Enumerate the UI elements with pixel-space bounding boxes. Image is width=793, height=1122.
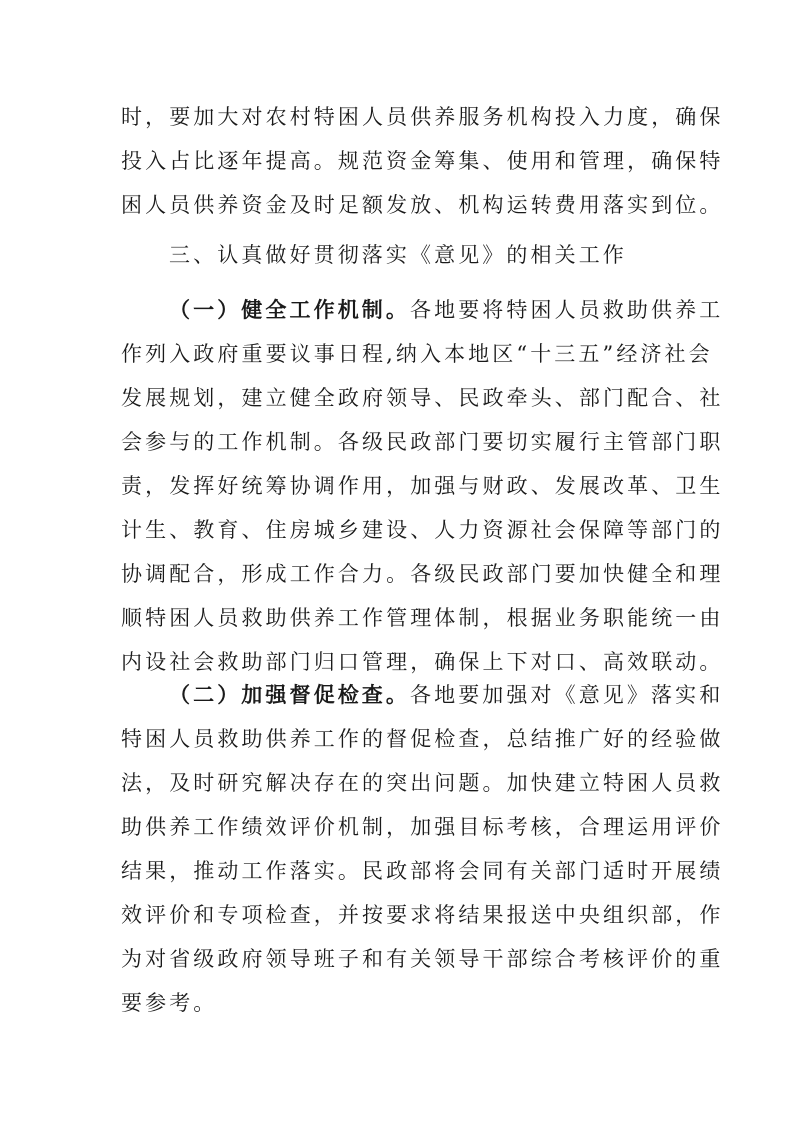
- paragraph-2-line-6: 效评价和专项检查，并按要求将结果报送中央组织部，作: [121, 903, 724, 927]
- paragraph-1-line-7: 协调配合，形成工作合力。各级民政部门要加快健全和理: [121, 562, 724, 586]
- paragraph-1-line-6: 计生、教育、住房城乡建设、人力资源社会保障等部门的: [121, 518, 724, 542]
- section-heading: 三、认真做好贯彻落实《意见》的相关工作: [169, 243, 627, 267]
- paragraph-1-line-5: 责，发挥好统筹协调作用，加强与财政、发展改革、卫生: [121, 474, 724, 498]
- paragraph-2-line-2: 特困人员救助供养工作的督促检查，总结推广好的经验做: [121, 727, 724, 751]
- paragraph-2: [121, 673, 724, 1025]
- paragraph-1-line-8: 顺特困人员救助供养工作管理体制，根据业务职能统一由: [121, 606, 724, 630]
- intro-line-1: 时，要加大对农村特困人员供养服务机构投入力度，确保: [121, 105, 724, 129]
- paragraph-2-line-5: 结果，推动工作落实。民政部将会同有关部门适时开展绩: [121, 859, 724, 883]
- paragraph-2-line-7: 为对省级政府领导班子和有关领导干部综合考核评价的重: [121, 947, 724, 971]
- paragraph-1-line-2: 作列入政府重要议事日程,纳入本地区“十三五”经济社会: [121, 342, 713, 366]
- intro-line-2: 投入占比逐年提高。规范资金筹集、使用和管理，确保特: [121, 149, 724, 173]
- intro-paragraph: [121, 95, 724, 227]
- paragraph-2-heading: （二）加强督促检查。: [169, 682, 410, 707]
- paragraph-1-first-line: 各地要将特困人员救助供养工: [410, 298, 724, 322]
- paragraph-1-line-3: 发展规划，建立健全政府领导、民政牵头、部门配合、社: [121, 386, 724, 410]
- intro-line-3: 困人员供养资金及时足额发放、机构运转费用落实到位。: [121, 193, 724, 217]
- paragraph-2-first-line: 各地要加强对《意见》落实和: [410, 683, 724, 707]
- paragraph-2-line-3: 法，及时研究解决存在的突出问题。加快建立特困人员救: [121, 771, 724, 795]
- paragraph-1-line-9: 内设社会救助部门归口管理，确保上下对口、高效联动。: [121, 650, 724, 674]
- paragraph-1-heading: （一）健全工作机制。: [169, 297, 410, 322]
- paragraph-2-line-4: 助供养工作绩效评价机制，加强目标考核，合理运用评价: [121, 815, 724, 839]
- paragraph-1: [121, 288, 724, 684]
- paragraph-2-line-8: 要参考。: [121, 991, 218, 1015]
- section-heading-block: [121, 233, 671, 277]
- paragraph-1-line-4: 会参与的工作机制。各级民政部门要切实履行主管部门职: [121, 430, 724, 454]
